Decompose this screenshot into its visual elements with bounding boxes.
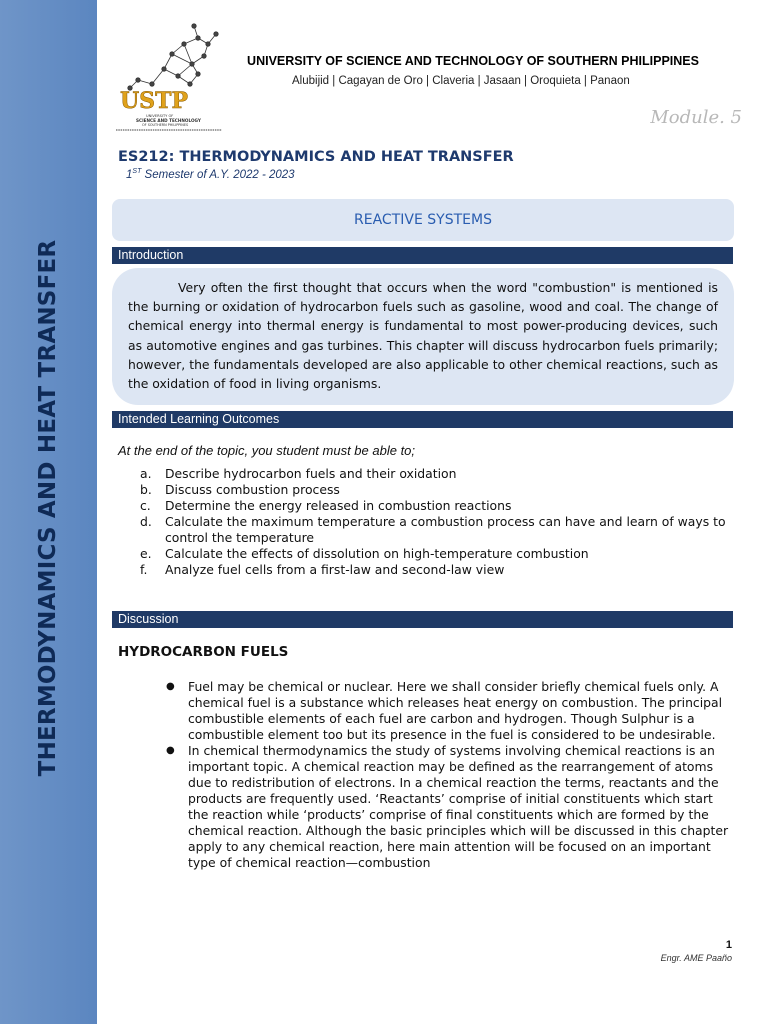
outcome-marker: b. bbox=[140, 482, 152, 497]
outcome-text: Determine the energy released in combustion reactions bbox=[165, 498, 512, 513]
outcome-marker: d. bbox=[140, 514, 152, 529]
ustp-logo-graphic bbox=[112, 14, 230, 134]
semester-line bbox=[126, 168, 295, 181]
outcome-text: Analyze fuel cells from a first-law and second-law view bbox=[165, 562, 505, 577]
outcome-marker: e. bbox=[140, 546, 152, 561]
outcome-marker: c. bbox=[140, 498, 151, 513]
semester-text: Semester of A.Y. 2022 - 2023 bbox=[141, 168, 295, 181]
discussion-bullet bbox=[166, 679, 731, 743]
sidebar-band bbox=[0, 0, 97, 1024]
outcome-item bbox=[140, 482, 730, 498]
hydrocarbon-heading: HYDROCARBON FUELS bbox=[118, 644, 289, 660]
bullet-text: In chemical thermodynamics the study of systems involving chemical reactions is an important topic. A chemical reaction may be defined as the rearrangement of atoms due to redistribution of electrons. In a chemical reaction the terms, reactants and the products are frequently used. ‘Reactants’ comprise of initial constituents which start the reaction while ‘products’ comprise of final constituents which are formed by the chemical reaction. Although the basic principles which will be discussed in this chapter apply to any chemical reaction, here main attention will be focused on an important type of chemical reaction—combustion bbox=[188, 743, 729, 870]
bullet-icon: ● bbox=[166, 681, 175, 692]
campus-list: Alubijid | Cagayan de Oro | Claveria | Jasaan | Oroquieta | Panaon bbox=[292, 75, 630, 87]
university-name: UNIVERSITY OF SCIENCE AND TECHNOLOGY OF SOUTHERN PHILIPPINES bbox=[247, 54, 699, 68]
bullet-icon: ● bbox=[166, 745, 175, 756]
bullet-text: Fuel may be chemical or nuclear. Here we shall consider briefly chemical fuels only. A chemical fuel is a substance which releases heat energy on combustion. The principal combustible elements of each fuel are carbon and hydrogen. Though Sulphur is a combustible element too but its presence in the fuel is considered to be undesirable. bbox=[188, 679, 723, 742]
ustp-logo bbox=[112, 14, 230, 134]
outcomes-list bbox=[140, 466, 730, 578]
outcome-text: Calculate the maximum temperature a combustion process can have and learn of ways to control the temperature bbox=[165, 514, 726, 545]
module-watermark: Module. 5 bbox=[650, 107, 742, 128]
svg-text:OF SOUTHERN PHILIPPINES: OF SOUTHERN PHILIPPINES bbox=[142, 123, 189, 127]
outcome-text: Calculate the effects of dissolution on high-temperature combustion bbox=[165, 546, 589, 561]
svg-text:UNIVERSITY OF: UNIVERSITY OF bbox=[146, 114, 174, 118]
outcome-text: Discuss combustion process bbox=[165, 482, 340, 497]
outcome-marker: a. bbox=[140, 466, 152, 481]
topic-title: REACTIVE SYSTEMS bbox=[354, 212, 492, 228]
introduction-text: Very often the first thought that occurs when the word "combustion" is mentioned is the burning or oxidation of hydrocarbon fuels such as gasoline, wood and coal. The change of chemical energy into thermal energy is fundamental to most power-producing devices, such as automotive engines and gas turbines. This chapter will discuss hydrocarbon fuels primarily; however, the fundamentals developed are also applicable to other chemical reactions, such as the oxidation of food in living organisms. bbox=[128, 280, 718, 392]
discussion-bullet bbox=[166, 743, 731, 871]
outcome-marker: f. bbox=[140, 562, 148, 577]
svg-text:SCIENCE AND TECHNOLOGY: SCIENCE AND TECHNOLOGY bbox=[136, 118, 201, 123]
semester-ordinal: 1 bbox=[126, 168, 133, 181]
sidebar-title: THERMODYNAMICS AND HEAT TRANSFER bbox=[35, 239, 61, 777]
page-number: 1 bbox=[725, 939, 732, 951]
logo-wordmark: USTP bbox=[120, 88, 188, 114]
outcome-item bbox=[140, 562, 730, 578]
outcome-item bbox=[140, 498, 730, 514]
introduction-header: Introduction bbox=[112, 247, 733, 264]
outcome-text: Describe hydrocarbon fuels and their oxidation bbox=[165, 466, 457, 481]
outcome-item bbox=[140, 546, 730, 562]
discussion-bullets bbox=[166, 679, 731, 871]
ilo-lead: At the end of the topic, you student must be able to; bbox=[118, 443, 416, 458]
semester-suffix: ST bbox=[132, 168, 142, 175]
introduction-box bbox=[112, 268, 734, 405]
discussion-header: Discussion bbox=[112, 611, 733, 628]
topic-banner bbox=[112, 199, 734, 241]
author-credit: Engr. AME Paaño bbox=[660, 953, 732, 963]
ilo-header: Intended Learning Outcomes bbox=[112, 411, 733, 428]
outcome-item bbox=[140, 514, 730, 546]
course-title: ES212: THERMODYNAMICS AND HEAT TRANSFER bbox=[118, 149, 514, 165]
outcome-item bbox=[140, 466, 730, 482]
